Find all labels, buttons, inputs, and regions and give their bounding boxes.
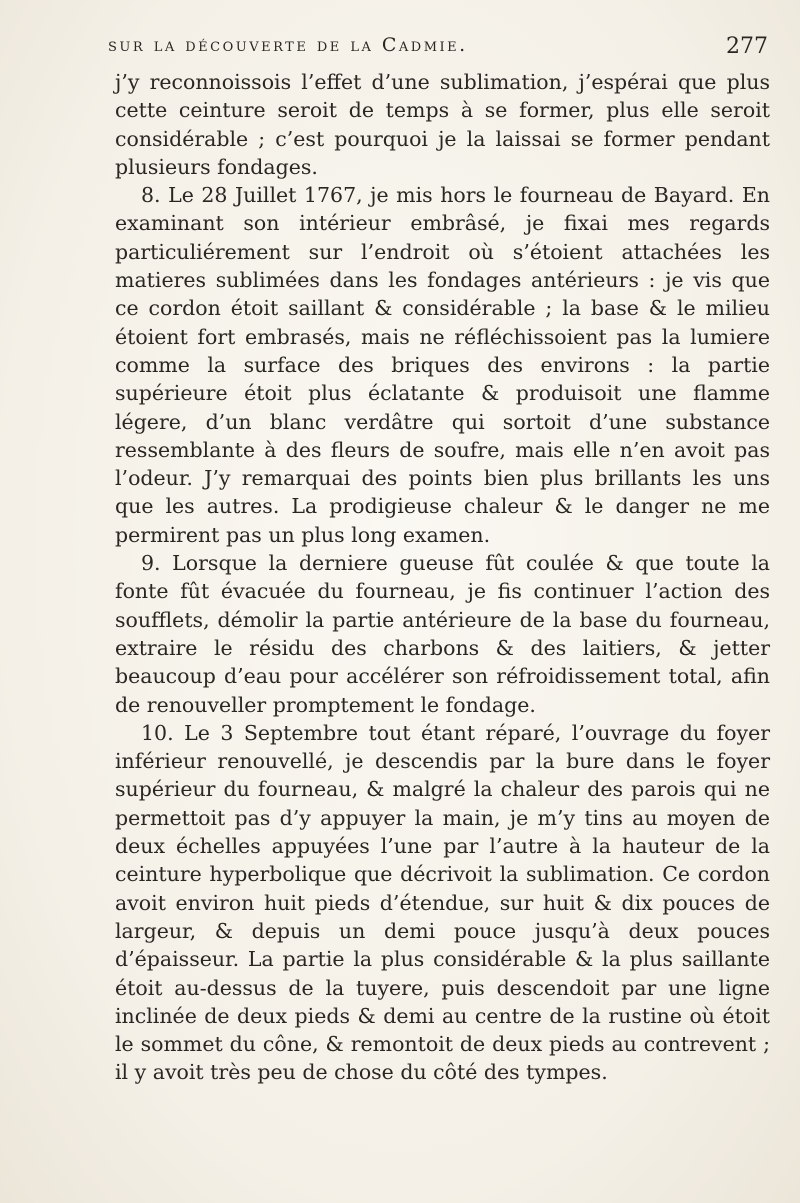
page-number: 277 [726,34,768,59]
paragraph-10: 10. Le 3 Septembre tout étant réparé, l’ouvrage du foyer inférieur renouvellé, je descendis par la bure dans le foyer supérieur du fourneau, & malgré la chaleur des parois qui ne permettoit pas d’y appuyer la main, je m’y tins au moyen de deux échelles appuyées l’une par l’autre à la hauteur de la ceinture hyperbolique que décrivoit la sublimation. Ce cordon avoit environ huit pieds d’étendue, sur huit & dix pouces de largeur, & depuis un demi pouce jusqu’à deux pouces d’épaisseur. La partie la plus considérable & la plus saillante étoit au-dessus de la tuyere, puis descendoit par une ligne inclinée de deux pieds & demi au centre de la rustine où étoit le sommet du cône, & remontoit de deux pieds au contrevent ; il y avoit très peu de chose du côté des tympes. [115,720,770,1085]
paragraph-8: 8. Le 28 Juillet 1767, je mis hors le fourneau de Bayard. En examinant son intérieur embrâsé, je fixai mes regards particuliérement sur l’endroit où s’étoient attachées les matieres sublimées dans les fondages antérieurs : je vis que ce cordon étoit saillant & considérable ; la base & le milieu étoient fort embrasés, mais ne réfléchissoient pas la lumiere comme la surface des briques des environs : la partie supérieure étoit plus éclatante & produisoit une flamme légere, d’un blanc verdâtre qui sortoit d’une substance ressemblante à des fleurs de soufre, mais elle n’en avoit pas l’odeur. J’y remarquai des points bien plus brillants les uns que les autres. La prodigieuse chaleur & le danger ne me permirent pas un plus long examen. [115,183,770,547]
running-title: sur la découverte de la Cadmie. [108,34,468,56]
body-text [115,68,770,1087]
paragraph-9: 9. Lorsque la derniere gueuse fût coulée & que toute la fonte fût évacuée du fourneau, je fis continuer l’action des soufflets, démolir la partie antérieure de la base du fourneau, extraire le résidu des charbons & des laitiers, & jetter beaucoup d’eau pour accélérer son réfroidissement total, afin de renouveller promptement le fondage. [115,551,770,717]
paragraph-continuation: j’y reconnoissois l’effet d’une sublimation, j’espérai que plus cette ceinture seroit de temps à se former, plus elle seroit considérable ; c’est pourquoi je la laissai se former pendant plusieurs fondages. [115,70,770,179]
page-header [108,20,768,68]
